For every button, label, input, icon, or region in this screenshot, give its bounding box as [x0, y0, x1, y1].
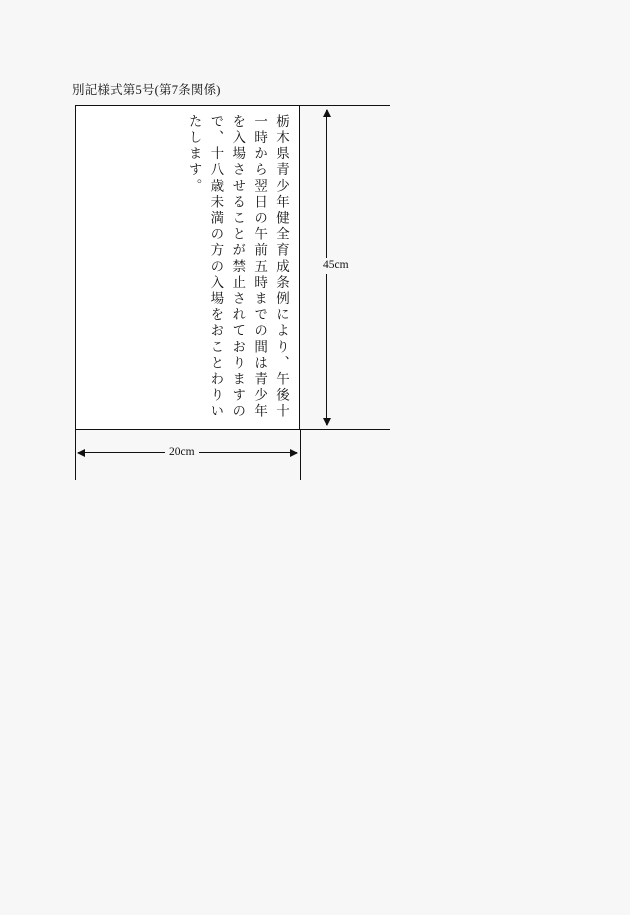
extension-line-right	[300, 430, 301, 480]
extension-line-bottom	[300, 429, 390, 430]
extension-line-left	[75, 430, 76, 480]
width-dimension-label: 20cm	[165, 445, 199, 461]
form-number-heading: 別記様式第5号(第7条関係)	[72, 83, 221, 97]
sign-board-rectangle	[75, 105, 300, 430]
extension-line-top	[300, 105, 390, 106]
sign-board-text: 栃木県青少年健全育成条例により、午後十一時から翌日の午前五時までの間は青少年を入場させることが禁止されておりますので、十八歳未満の方の入場をおことわりいたします。	[185, 114, 289, 420]
height-dimension-label: 45cm	[320, 258, 352, 274]
